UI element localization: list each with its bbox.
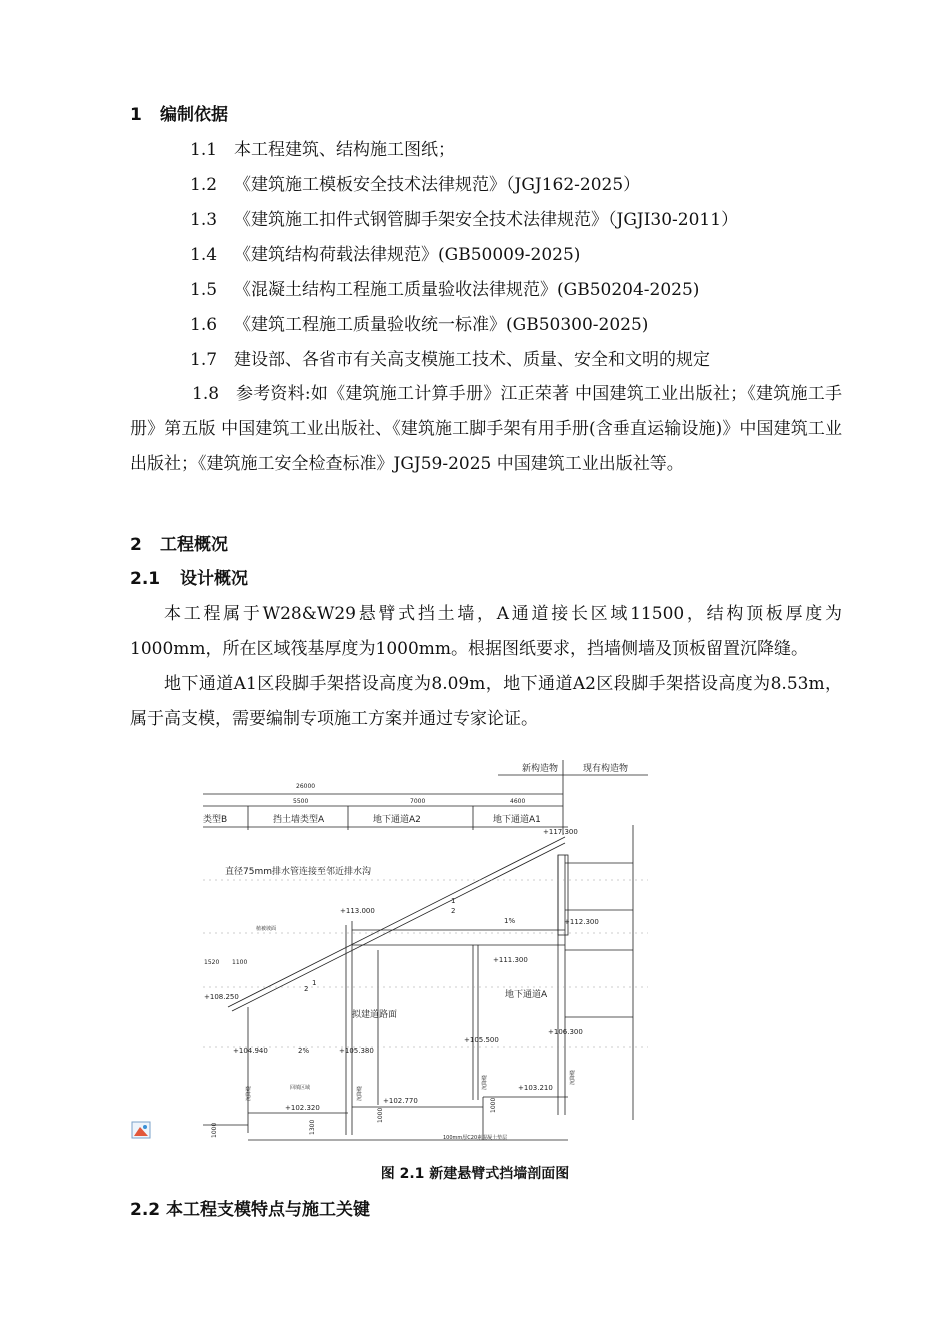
item-number: 1.1: [190, 140, 218, 160]
slope-ratio-v: 1: [451, 897, 456, 905]
slope-ratio-h: 2: [304, 985, 309, 993]
elevation-label: +113.000: [340, 907, 375, 915]
road-label: 拟建道路面: [352, 1010, 398, 1020]
broken-image-icon: [132, 1122, 150, 1138]
bottom-note: 100mm厚C20素混凝土垫层: [443, 1135, 508, 1141]
item-text: 《建筑结构荷载法律规范》(GB50009-2025): [234, 245, 581, 265]
item-text: 《混凝土结构工程施工质量验收法律规范》(GB50204-2025): [234, 280, 700, 300]
dim-a: 5500: [293, 798, 309, 805]
item-number: 1.3: [190, 210, 218, 230]
subsection-2-1-heading: [130, 568, 248, 590]
section-1-heading: [130, 104, 228, 126]
label-new-structure: 新构造物: [522, 764, 559, 774]
elevation-label: +102.770: [383, 1097, 418, 1105]
item-text: 《建筑施工扣件式钢管脚手架安全技术法律规范》（JGJI30-2011）: [234, 210, 739, 230]
elevation-label: +108.250: [204, 993, 239, 1001]
item-number: 1.8: [192, 384, 220, 404]
joint-label: 沉降缝: [246, 1085, 252, 1101]
zone-a1: 地下通道A1: [493, 815, 541, 825]
section-2-heading: [130, 534, 228, 556]
dim-1000: 1000: [211, 1122, 218, 1138]
section-title: 工程概况: [160, 535, 228, 555]
list-item: [190, 279, 699, 301]
slope-ratio-v: 1: [312, 979, 317, 987]
item-number: 1.2: [190, 175, 218, 195]
subsection-title: 设计概况: [180, 569, 248, 589]
list-item: [190, 209, 738, 231]
dim-1300: 1300: [309, 1119, 316, 1135]
tunnel-label: 地下通道A: [505, 990, 548, 1000]
subsection-number: 2.1: [130, 569, 161, 589]
item-text: 本工程建筑、结构施工图纸；: [234, 140, 455, 160]
elevation-label: +117.300: [543, 828, 578, 836]
elevation-label: +105.500: [464, 1036, 499, 1044]
list-item-8: [130, 377, 842, 482]
dim-1000: 1000: [377, 1107, 384, 1123]
dim-total: 26000: [296, 783, 316, 790]
fill-label: 回填区域: [290, 1085, 311, 1091]
zone-a2: 地下通道A2: [373, 815, 421, 825]
figure-caption: 图 2.1 新建悬臂式挡墙剖面图: [380, 1166, 570, 1182]
label-existing-structure: 现有构造物: [583, 764, 629, 774]
elevation-label: +111.300: [493, 956, 528, 964]
dim-c: 4600: [510, 798, 526, 805]
item-text: 建设部、各省市有关高支模施工技术、质量、安全和文明的规定: [234, 350, 710, 370]
paragraph-design: 本工程属于W28&W29悬臂式挡土墙，A通道接长区域11500，结构顶板厚度为1000mm，所在区域筏基厚度为1000mm。根据图纸要求，挡墙侧墙及顶板留置沉降缝。: [130, 604, 842, 659]
list-item: [190, 314, 648, 336]
item-number: 1.4: [190, 245, 218, 265]
slope-label: 植被坡面: [256, 926, 277, 932]
elevation-label: +106.300: [548, 1028, 583, 1036]
elevation-label: +112.300: [564, 918, 599, 926]
item-number: 1.5: [190, 280, 218, 300]
item-number: 1.7: [190, 350, 218, 370]
section-number: 1: [130, 105, 142, 125]
dim-1520: 1520: [204, 959, 220, 966]
zone-type-a: 挡土墙类型A: [273, 815, 325, 825]
list-item: [190, 139, 455, 161]
list-item: [190, 244, 580, 266]
slope-ratio-h: 2: [451, 907, 456, 915]
elevation-label: +102.320: [285, 1104, 320, 1112]
subsection-2-2-heading: 2.2 本工程支模特点与施工关键: [130, 1200, 371, 1220]
drain-note: 直径75mm排水管连接至邻近排水沟: [225, 867, 371, 877]
section-title: 编制依据: [160, 105, 228, 125]
item-number: 1.6: [190, 315, 218, 335]
item-text: 《建筑施工模板安全技术法律规范》（JGJ162-2025）: [234, 175, 641, 195]
section-drawing: [128, 755, 648, 1155]
dim-b: 7000: [410, 798, 426, 805]
grade-2: 2%: [298, 1047, 310, 1055]
grade-1: 1%: [504, 917, 516, 925]
elevation-label: +103.210: [518, 1084, 553, 1092]
joint-label: 沉降缝: [482, 1074, 488, 1090]
list-item: [190, 174, 640, 196]
dim-1100: 1100: [232, 959, 248, 966]
zone-type-b: 类型B: [203, 815, 228, 825]
dim-1000: 1000: [490, 1097, 497, 1113]
elevation-label: +105.380: [339, 1047, 374, 1055]
paragraph-scaffold: 地下通道A1区段脚手架搭设高度为8.09m，地下通道A2区段脚手架搭设高度为8.53m，属于高支模，需要编制专项施工方案并通过专家论证。: [130, 674, 842, 729]
item-text: 《建筑工程施工质量验收统一标准》(GB50300-2025): [234, 315, 649, 335]
joint-label: 沉降缝: [357, 1085, 363, 1101]
section-number: 2: [130, 535, 142, 555]
list-item: [190, 349, 710, 371]
item-text: 参考资料:如《建筑施工计算手册》江正荣著 中国建筑工业出版社；《建筑施工手册》第五版 中国建筑工业出版社、《建筑施工脚手架有用手册(含垂直运输设施)》中国建筑工业出版社；《建筑施工安全检查标准》JGJ59-2025 中国建筑工业出版社等。: [130, 384, 842, 474]
joint-label: 沉降缝: [570, 1069, 576, 1085]
elevation-label: +104.940: [233, 1047, 268, 1055]
